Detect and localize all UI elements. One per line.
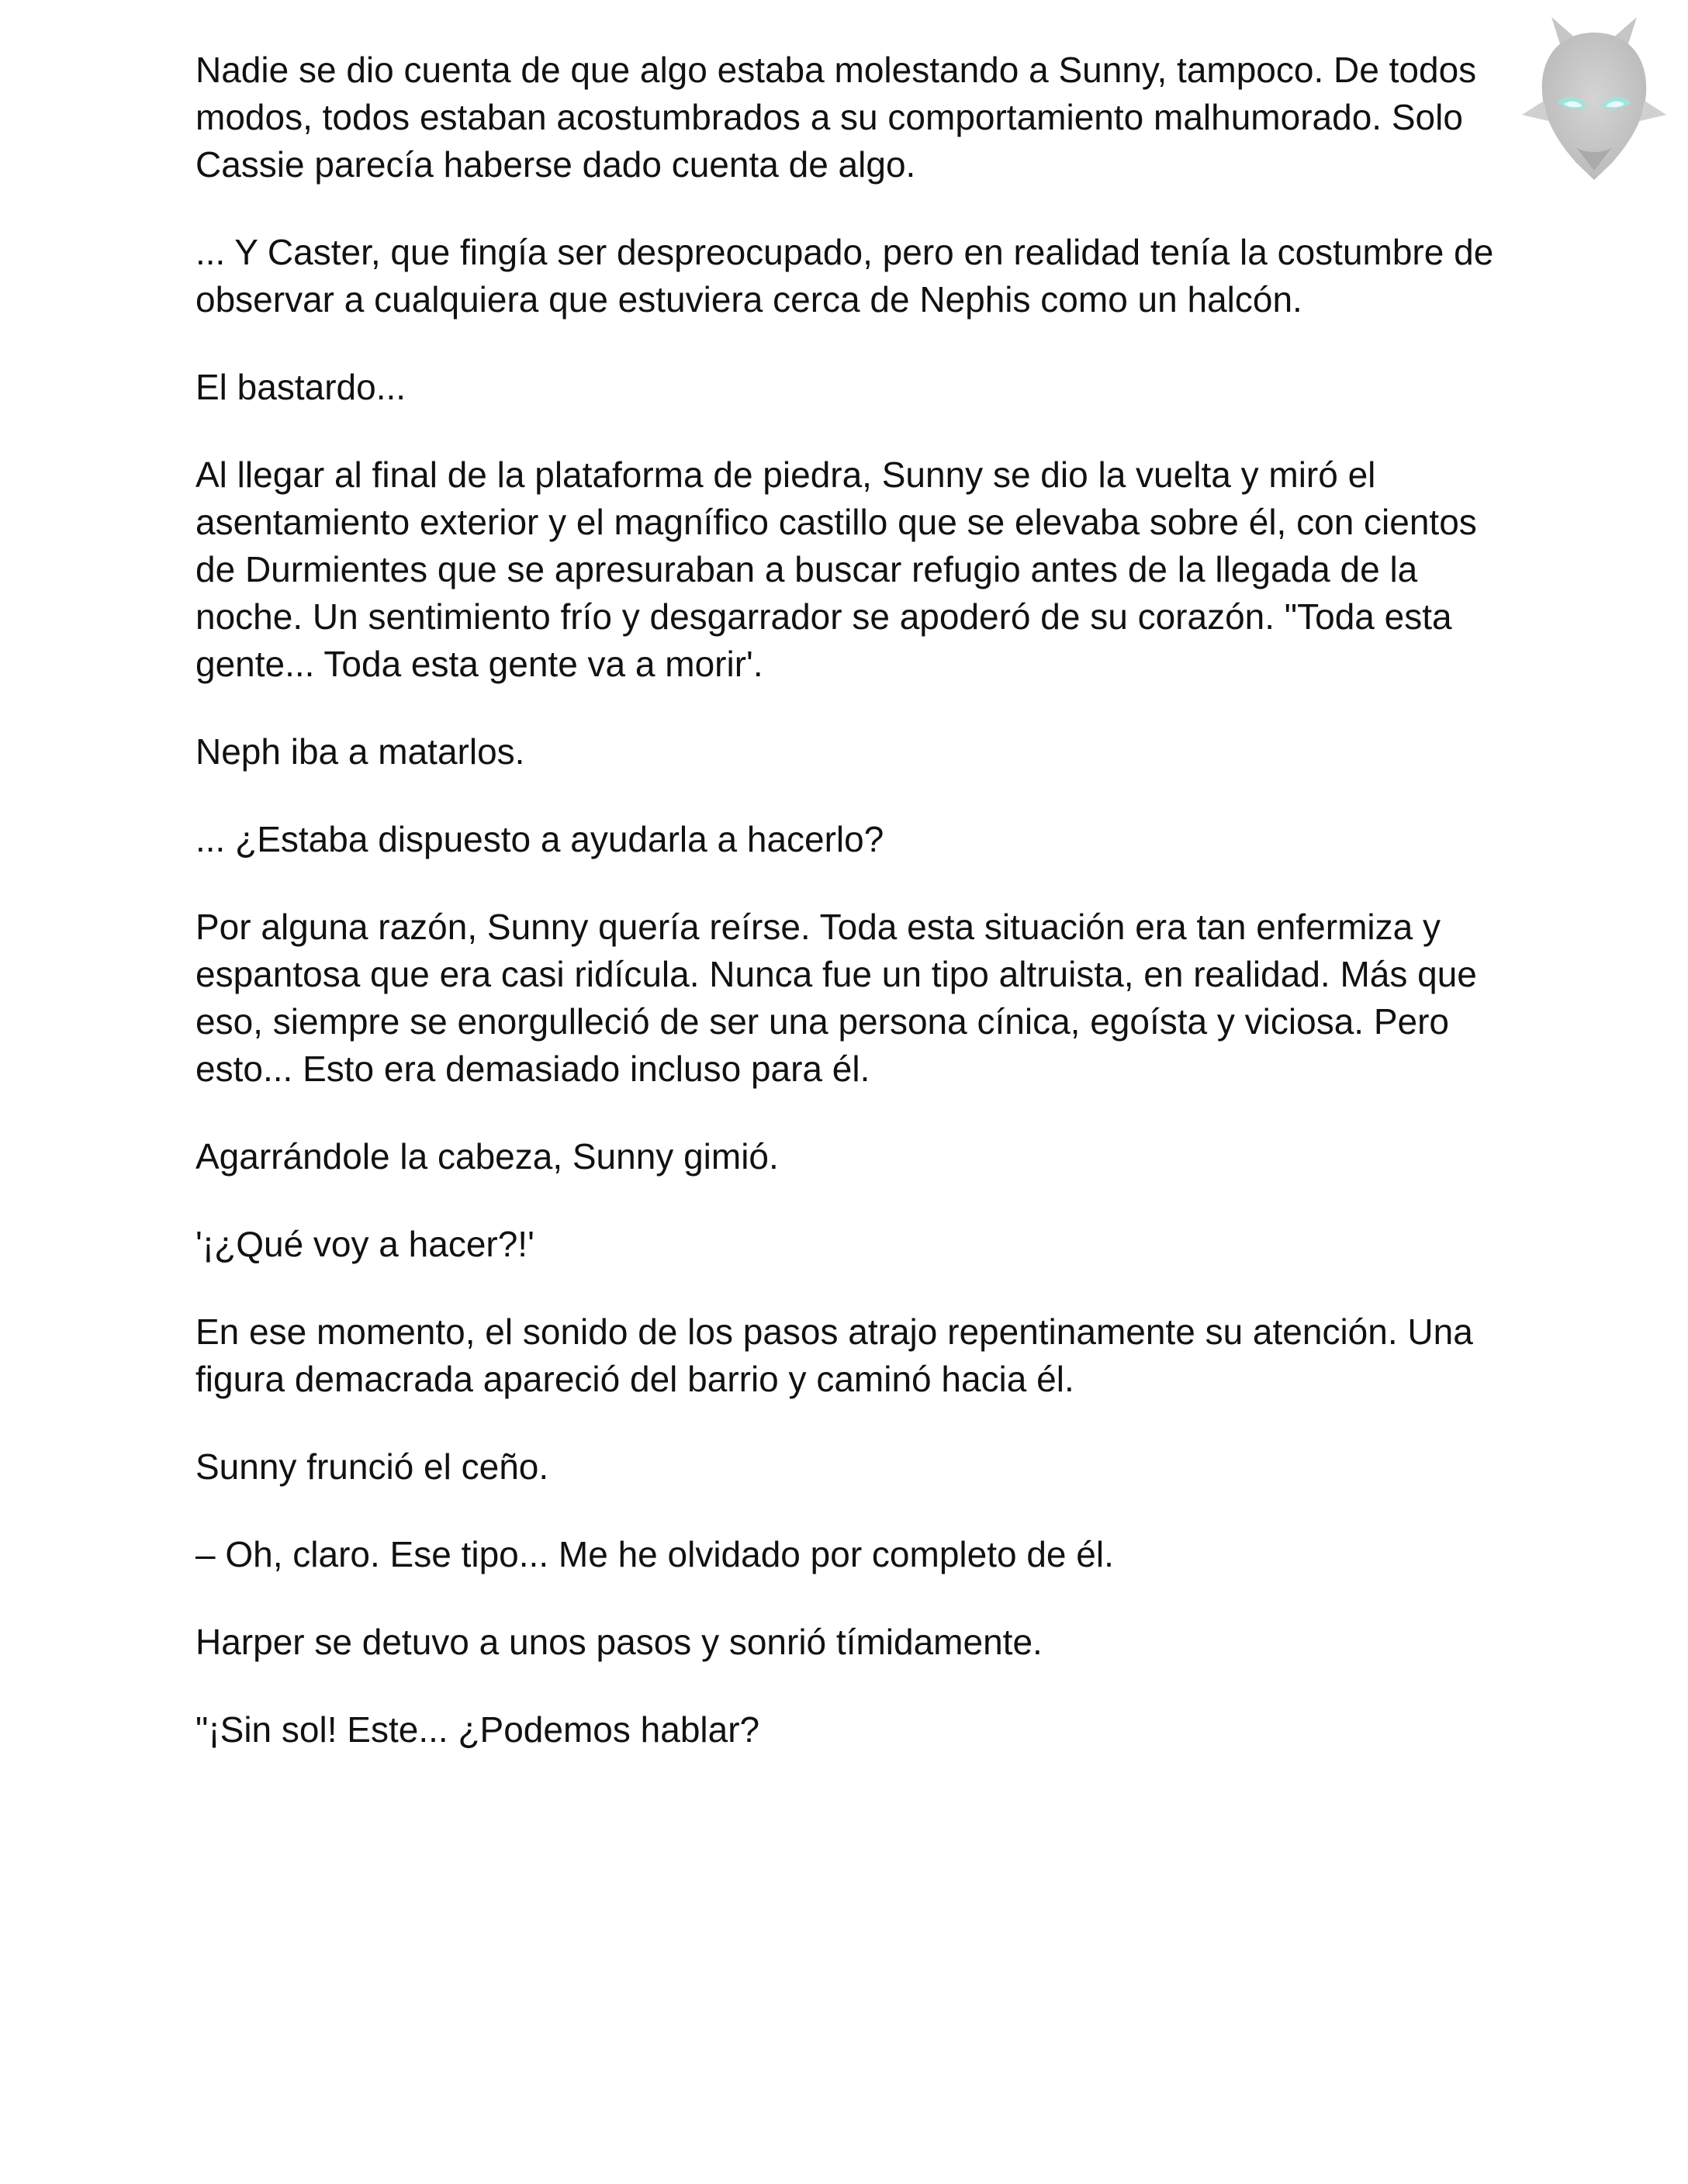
paragraph: Agarrándole la cabeza, Sunny gimió. xyxy=(195,1136,779,1177)
paragraph: ... Y Caster, que fingía ser despreocupado, pero en realidad tenía la costumbre de observar a cualquiera que estuviera cerca de Nephis como un halcón. xyxy=(195,232,1494,320)
paragraph: Neph iba a matarlos. xyxy=(195,731,525,772)
paragraph: En ese momento, el sonido de los pasos atrajo repentinamente su atención. Una figura demacrada apareció del barrio y caminó hacia él. xyxy=(195,1311,1473,1399)
paragraph: '¡¿Qué voy a hacer?!' xyxy=(195,1224,534,1264)
paragraph: Sunny frunció el ceño. xyxy=(195,1446,549,1487)
paragraph: ... ¿Estaba dispuesto a ayudarla a hacerlo? xyxy=(195,819,884,859)
paragraph: – Oh, claro. Ese tipo... Me he olvidado por completo de él. xyxy=(195,1534,1114,1574)
paragraph: "¡Sin sol! Este... ¿Podemos hablar? xyxy=(195,1709,760,1750)
paragraph: Al llegar al final de la plataforma de piedra, Sunny se dio la vuelta y miró el asentamiento exterior y el magnífico castillo que se elevaba sobre él, con cientos de Durmientes que se apresuraban a buscar refugio antes de la llegada de la noche. Un sentimiento frío y desgarrador se apoderó de su corazón. "Toda esta gente... Toda esta gente va a morir'. xyxy=(195,454,1477,684)
demon-head-logo-icon xyxy=(1520,16,1668,186)
text-column xyxy=(195,47,1514,1794)
paragraph: Harper se detuvo a unos pasos y sonrió tímidamente. xyxy=(195,1622,1043,1662)
paragraph: Nadie se dio cuenta de que algo estaba molestando a Sunny, tampoco. De todos modos, todos estaban acostumbrados a su comportamiento malhumorado. Solo Cassie parecía haberse dado cuenta de algo. xyxy=(195,50,1477,185)
paragraph: Por alguna razón, Sunny quería reírse. Toda esta situación era tan enfermiza y espantosa que era casi ridícula. Nunca fue un tipo altruista, en realidad. Más que eso, siempre se enorgulleció de ser una persona cínica, egoísta y viciosa. Pero esto... Esto era demasiado incluso para él. xyxy=(195,907,1477,1089)
paragraph: El bastardo... xyxy=(195,367,406,407)
